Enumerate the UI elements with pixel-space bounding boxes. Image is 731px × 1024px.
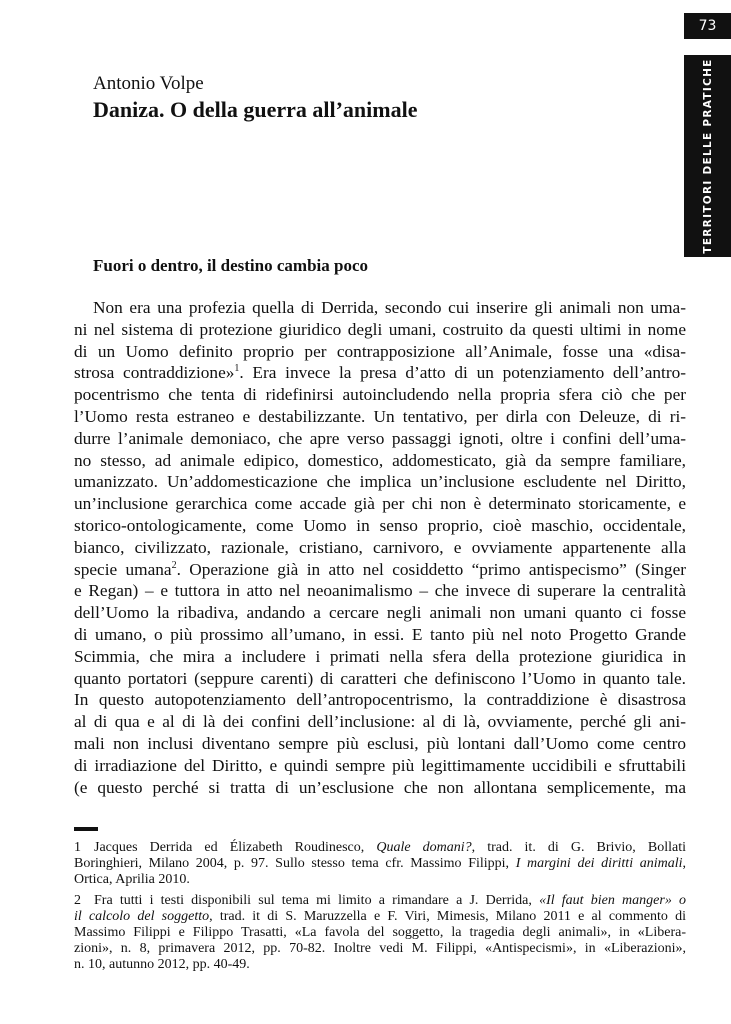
article-title: Daniza. O della guerra all’animale — [93, 97, 418, 122]
footnote-line — [74, 909, 686, 925]
body-text — [74, 297, 686, 798]
body-line: no stesso, ad animale edipico, domestico, addomesticato, già da sempre familiare, — [74, 450, 686, 470]
body-line: di irradiazione del Diritto, e quindi sempre più legittimamente uccidibili e sfruttabili — [74, 755, 686, 775]
footnote-number: 1 — [74, 840, 81, 855]
body-line: umanizzato. Un’addomesticazione che implica un’inclusione escludente nel Diritto, — [74, 472, 686, 492]
body-line: bianco, civilizzato, razionale, cristiano, carnivoro, e ovviamente appartenente alla — [74, 537, 686, 557]
body-text-fragment: specie umana — [74, 559, 172, 579]
body-text-fragment: . Era invece la presa d’atto di un potenziamento dell’antro- — [239, 363, 686, 383]
body-line — [74, 362, 686, 384]
footnote-separator — [74, 827, 98, 831]
section-heading: Fuori o dentro, il destino cambia poco — [93, 256, 368, 275]
body-line: ni nel sistema di protezione giuridico degli umani, costruito da questi ultimi in nome — [74, 319, 686, 339]
footnote — [74, 893, 686, 972]
body-line — [74, 559, 686, 581]
body-line: In questo autopotenziamento dell’antropocentrismo, la contraddizione è disastrosa — [74, 690, 686, 710]
body-line: e Regan) – e tuttora in atto nel neoanimalismo – che invece di superare la centralità — [74, 581, 686, 601]
footnote-text: , — [682, 855, 687, 871]
footnote-line — [74, 840, 686, 856]
footnote-line: zioni», n. 8, primavera 2012, pp. 70-82. Inoltre vedi M. Filippi, «Antispecismi», in «Liberazioni», — [74, 940, 686, 956]
article-author: Antonio Volpe — [93, 73, 204, 94]
body-line: un’inclusione gerarchica come accade già per chi non è determinato storicamente, e — [74, 494, 686, 514]
body-line: al di qua e al di là dei confini dell’inclusione: al di là, ovviamente, perché gli ani- — [74, 712, 686, 732]
footnote-text: , trad. it di S. Maruzzella e F. Viri, Mimesis, Milano 2011 e al commento di — [209, 909, 686, 925]
body-line: quanto portatori (seppure carenti) di caratteri che definiscono l’Uomo in quanto tale. — [74, 668, 686, 688]
page-number: 73 — [684, 13, 731, 39]
body-line: durre l’animale demoniaco, che apre verso passaggi ignoti, oltre i confini dell’uma- — [74, 428, 686, 448]
footnote-ref[interactable]: 1 — [234, 363, 240, 375]
section-tab-label: TERRITORI DELLE PRATICHE — [701, 58, 714, 254]
footnote-line — [74, 893, 686, 909]
body-line: storico-ontologicamente, come Uomo in senso proprio, cioè maschio, occidentale, — [74, 515, 686, 535]
body-line: Scimmia, che mira a includere i primati nella sfera della protezione giuridica in — [74, 646, 686, 666]
body-line: dell’Uomo la ribadiva, andando a cercare negli animali non umani quanto ci fosse — [74, 603, 686, 623]
footnote-ref[interactable]: 2 — [171, 559, 177, 571]
body-line: l’Uomo resta estraneo e destabilizzante. Un tentativo, per dirla con Deleuze, di ri- — [74, 406, 686, 426]
footnote-text: Jacques Derrida ed Élizabeth Roudinesco, — [94, 840, 377, 855]
body-line: pocentrismo che tenta di ridefinirsi autoincludendo nella propria sfera ciò che per — [74, 385, 686, 405]
body-line: di un Uomo definito proprio per contrapposizione all’Animale, fosse una «disa- — [74, 341, 686, 361]
book-title: «Il faut bien manger» o — [539, 893, 687, 909]
footnote — [74, 840, 686, 887]
book-title: I margini dei diritti animali — [515, 855, 683, 871]
body-text-fragment: . Operazione già in atto nel cosiddetto “primo antispecismo” (Singer — [176, 559, 686, 579]
footnotes — [74, 840, 686, 978]
footnote-line: Ortica, Aprilia 2010. — [74, 871, 190, 887]
footnote-line: Massimo Filippi e Filippo Trasatti, «La favola del soggetto, la tragedia degli animali», in «Libera- — [74, 924, 686, 940]
footnote-line: n. 10, autunno 2012, pp. 40-49. — [74, 956, 250, 972]
footnote-line — [74, 856, 686, 872]
body-line: mali non inclusi diventano sempre più esclusi, più lontani dall’Uomo come centro — [74, 733, 686, 753]
book-title: il calcolo del soggetto — [74, 909, 210, 925]
body-line: di umano, o più prossimo all’umano, in essi. E tanto più nel noto Progetto Grande — [74, 624, 686, 644]
book-title: Quale domani? — [376, 840, 472, 855]
body-text-fragment: strosa contraddizione» — [74, 363, 235, 383]
footnote-text: , trad. it. di G. Brivio, Bollati — [471, 840, 686, 855]
footnote-number: 2 — [74, 893, 81, 909]
body-line: (e questo perché si tratta di un’esclusione che non allontana semplicemente, ma — [74, 777, 686, 797]
footnote-text: Boringhieri, Milano 2004, p. 97. Sullo stesso tema cfr. Massimo Filippi, — [74, 855, 516, 871]
section-tab — [684, 55, 731, 257]
body-line: Non era una profezia quella di Derrida, secondo cui inserire gli animali non uma- — [93, 298, 686, 317]
footnote-text: Fra tutti i testi disponibili sul tema mi limito a rimandare a J. Derrida, — [94, 893, 540, 909]
